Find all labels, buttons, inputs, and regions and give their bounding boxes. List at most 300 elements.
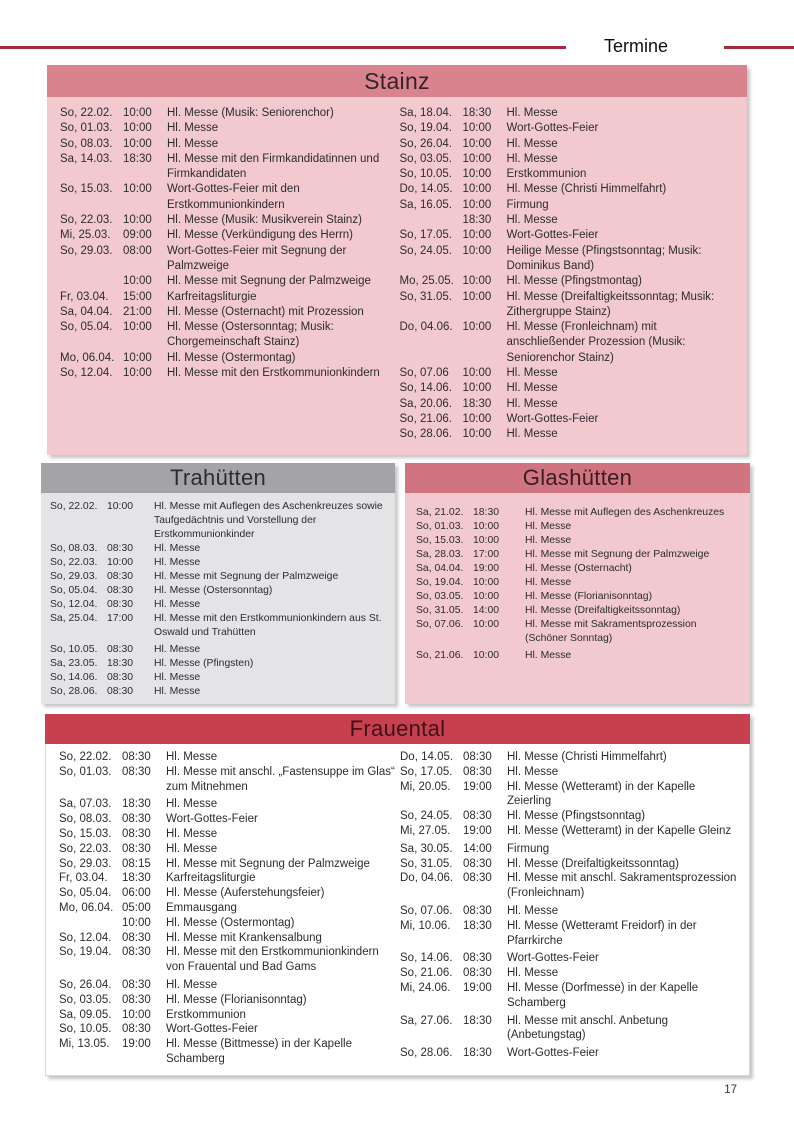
schedule-row	[60, 213, 400, 228]
event-time: 10:00	[473, 619, 500, 630]
schedule-row	[59, 827, 400, 842]
schedule-row	[60, 274, 400, 289]
event-date: So, 31.05.	[400, 857, 453, 870]
schedule-row	[400, 274, 740, 289]
event-time: 08:30	[122, 751, 151, 763]
schedule-row	[400, 106, 740, 121]
event-date: So, 17.05.	[399, 229, 452, 242]
schedule-row	[400, 121, 740, 136]
event-date: So, 21.06.	[416, 650, 464, 661]
event-time: 10:00	[462, 198, 492, 211]
event-date: Sa, 25.04.	[50, 613, 98, 624]
schedule-row	[400, 152, 740, 167]
event-date: So, 22.02.	[60, 107, 113, 119]
event-description: Hl. Messe (Ostersonntag)	[154, 585, 273, 596]
event-description: Hl. Messe	[154, 557, 201, 568]
event-date: So, 19.04.	[416, 577, 464, 588]
event-description: Hl. Messe (Musik: Seniorenchor)	[167, 107, 334, 119]
schedule-row	[59, 993, 400, 1008]
event-description: Erstkommunion	[166, 1008, 246, 1021]
event-date: So, 17.05.	[400, 765, 453, 778]
schedule-row	[400, 857, 741, 872]
event-description: Hl. Messe	[507, 765, 559, 778]
event-time: 08:30	[122, 765, 151, 778]
schedule-row	[59, 931, 400, 946]
event-description: Karfreitagsliturgie	[167, 290, 257, 303]
event-date: So, 15.03.	[416, 535, 464, 546]
event-time: 08:30	[107, 672, 134, 683]
event-date: So, 01.03.	[59, 765, 112, 778]
schedule-row	[50, 657, 389, 671]
event-date: Fr, 03.04.	[59, 872, 108, 885]
schedule-row	[60, 244, 400, 275]
section-stainz-title: Stainz	[47, 65, 747, 97]
event-time: 10:00	[123, 183, 152, 196]
event-description: Hl. Messe	[506, 367, 558, 380]
event-date: So, 14.06.	[400, 952, 453, 965]
schedule-row	[400, 1046, 741, 1061]
event-description: Hl. Messe (Bittmesse) in der Kapelle Schamberg	[166, 1038, 352, 1065]
event-description: Hl. Messe (Fronleichnam) mit anschließender Prozession (Musik: Seniorenchor Stainz)	[506, 321, 686, 364]
event-description: Hl. Messe mit anschl. „Fastensuppe im Glas“ zum Mitnehmen	[166, 765, 395, 793]
schedule-row	[400, 765, 741, 780]
event-description: Hl. Messe	[154, 686, 201, 697]
event-date: So, 24.05.	[400, 810, 453, 823]
header-rule-left	[0, 46, 566, 49]
schedule-row	[50, 685, 389, 699]
event-description: Hl. Messe (Musik: Musikverein Stainz)	[167, 214, 362, 227]
schedule-row	[59, 842, 400, 857]
event-time: 19:00	[473, 563, 500, 574]
section-frauental-body	[45, 744, 750, 1076]
event-time: 08:30	[122, 946, 151, 959]
event-description: Hl. Messe mit Segnung der Palmzweige	[166, 857, 370, 870]
event-description: Hl. Messe	[507, 967, 559, 980]
event-time: 18:30	[473, 507, 500, 518]
event-time: 08:30	[463, 967, 492, 980]
event-time: 10:00	[462, 275, 492, 288]
event-date: So, 07.06.	[416, 619, 464, 630]
event-date: Mi, 25.03.	[60, 229, 111, 242]
event-date: So, 21.06.	[399, 412, 452, 425]
schedule-row	[60, 305, 400, 320]
event-description: Hl. Messe	[506, 397, 558, 410]
schedule-row	[400, 244, 740, 275]
event-description: Hl. Messe (Florianisonntag)	[166, 993, 307, 1006]
schedule-row	[50, 598, 389, 612]
event-description: Hl. Messe	[166, 751, 218, 763]
event-date: Sa, 16.05.	[399, 198, 452, 211]
event-time: 10:00	[123, 122, 152, 135]
schedule-row	[400, 904, 741, 919]
event-time: 10:00	[473, 650, 500, 661]
event-time: 08:30	[107, 644, 134, 655]
schedule-row	[60, 366, 400, 381]
schedule-row	[416, 548, 744, 562]
schedule-row	[400, 182, 740, 197]
event-description: Hl. Messe	[166, 827, 218, 840]
event-time: 14:00	[463, 842, 492, 855]
event-date: Mi, 27.05.	[400, 824, 451, 837]
event-date: So, 28.06.	[400, 1047, 453, 1060]
schedule-row	[50, 584, 389, 598]
event-date: So, 21.06.	[400, 967, 453, 980]
event-description: Hl. Messe (Osternacht) mit Prozession	[167, 305, 364, 318]
schedule-row	[416, 590, 744, 604]
schedule-row	[400, 871, 741, 901]
event-time: 10:00	[462, 122, 492, 135]
event-date: Sa, 30.05.	[400, 842, 453, 855]
event-time: 09:00	[123, 229, 152, 242]
event-description: Hl. Messe	[154, 672, 201, 683]
event-date: So, 01.03.	[60, 122, 113, 135]
stainz-column-right	[400, 106, 740, 447]
event-description: Hl. Messe	[166, 978, 218, 991]
event-date: Sa, 07.03.	[59, 798, 112, 811]
event-time: 17:00	[473, 549, 500, 560]
event-time: 10:00	[123, 275, 152, 288]
event-time: 08:00	[123, 244, 152, 257]
event-date: So, 10.05.	[399, 168, 452, 181]
event-time: 10:00	[462, 428, 492, 441]
event-description: Hl. Messe (Ostersonntag; Musik: Chorgemeinschaft Stainz)	[167, 321, 334, 349]
schedule-row	[400, 366, 740, 381]
schedule-row	[50, 671, 389, 685]
schedule-row	[50, 643, 389, 657]
event-description: Wort-Gottes-Feier	[506, 122, 599, 135]
schedule-row	[60, 320, 400, 351]
event-description: Hl. Messe mit Krankensalbung	[166, 931, 322, 944]
event-description: Hl. Messe mit Segnung der Palmzweige	[525, 549, 710, 560]
event-description: Wort-Gottes-Feier	[507, 1047, 599, 1060]
schedule-row	[59, 901, 400, 916]
event-date: Mo, 06.04.	[59, 901, 114, 914]
schedule-row	[50, 556, 389, 570]
event-time: 10:00	[462, 168, 492, 181]
event-description: Hl. Messe (Christi Himmelfahrt)	[506, 183, 667, 196]
schedule-row	[60, 182, 400, 213]
event-date: Do, 04.06.	[399, 321, 453, 334]
schedule-row	[416, 618, 744, 646]
event-description: Hl. Messe mit den Firmkandidatinnen und Firmkandidaten	[167, 152, 380, 181]
schedule-row	[59, 797, 400, 812]
schedule-row	[59, 916, 400, 931]
event-description: Hl. Messe (Ostermontag)	[167, 351, 296, 364]
event-description: Hl. Messe (Dreifaltigkeitssonntag; Musik: Zithergruppe Stainz)	[506, 290, 715, 318]
page-number: 17	[724, 1084, 737, 1096]
event-time: 10:00	[462, 152, 492, 165]
event-date: So, 12.04.	[60, 367, 113, 380]
event-time: 08:30	[463, 904, 492, 917]
schedule-row	[400, 951, 741, 966]
event-description: Hl. Messe	[166, 842, 218, 855]
schedule-row	[59, 886, 400, 901]
schedule-row	[50, 500, 389, 542]
event-date: Mi, 20.05.	[400, 780, 451, 793]
event-date: So, 08.03.	[50, 543, 98, 554]
event-description: Hl. Messe mit den Erstkommunionkindern von Frauental und Bad Gams	[166, 946, 379, 974]
schedule-row	[59, 750, 400, 765]
event-time: 08:30	[107, 686, 134, 697]
schedule-row	[400, 320, 740, 366]
event-time: 10:00	[462, 244, 492, 257]
event-time: 10:00	[122, 1008, 151, 1021]
event-time: 19:00	[463, 780, 492, 793]
event-date: Mi, 13.05.	[59, 1038, 110, 1051]
event-date: So, 07.06	[399, 367, 449, 380]
schedule-row	[400, 981, 741, 1011]
event-date: So, 14.06.	[399, 382, 452, 395]
event-time: 10:00	[462, 229, 492, 242]
section-glashuetten	[405, 463, 750, 704]
section-glashuetten-title: Glashütten	[405, 463, 750, 493]
schedule-row	[400, 213, 740, 228]
section-frauental	[45, 714, 750, 1076]
event-date: So, 12.04.	[59, 931, 112, 944]
event-date: So, 05.04.	[60, 321, 113, 334]
event-time: 18:30	[462, 214, 492, 227]
event-time: 18:30	[462, 397, 492, 410]
event-date: Sa, 04.04.	[60, 305, 113, 318]
event-description: Hl. Messe mit den Erstkommunionkindern	[167, 367, 380, 380]
schedule-row	[400, 919, 741, 949]
event-time: 10:00	[122, 916, 151, 929]
event-date: Sa, 04.04.	[416, 563, 464, 574]
event-time: 18:30	[122, 798, 151, 811]
event-time: 05:00	[122, 901, 151, 914]
event-time: 08:30	[122, 931, 151, 944]
event-time: 08:30	[463, 952, 492, 965]
event-date: So, 03.05.	[399, 152, 452, 165]
schedule-row	[400, 824, 741, 839]
event-description: Karfreitagsliturgie	[166, 872, 256, 885]
event-date: So, 19.04.	[59, 946, 112, 959]
event-description: Hl. Messe (Ostermontag)	[166, 916, 295, 929]
event-time: 18:30	[463, 1014, 492, 1027]
event-date: So, 10.05.	[59, 1023, 112, 1036]
schedule-row	[416, 562, 744, 576]
schedule-row	[50, 542, 389, 556]
event-time: 10:00	[473, 535, 500, 546]
event-description: Hl. Messe (Wetteramt) in der Kapelle Gleinz	[507, 824, 732, 837]
event-description: Hl. Messe	[525, 650, 572, 661]
event-description: Hl. Messe	[507, 904, 559, 917]
event-description: Hl. Messe mit Segnung der Palmzweige	[154, 571, 339, 582]
event-description: Hl. Messe (Verkündigung des Herrn)	[167, 229, 353, 242]
schedule-row	[60, 106, 400, 121]
event-date: Sa, 20.06.	[399, 397, 452, 410]
event-time: 08:30	[463, 857, 492, 870]
event-date: Sa, 28.03.	[416, 549, 464, 560]
event-time: 08:30	[463, 765, 492, 778]
event-date: So, 08.03.	[60, 137, 113, 150]
page-content	[47, 65, 747, 1076]
event-description: Wort-Gottes-Feier	[507, 952, 599, 965]
event-time: 10:00	[462, 183, 492, 196]
schedule-row	[400, 842, 741, 857]
event-description: Hl. Messe	[154, 644, 201, 655]
schedule-row	[400, 809, 741, 824]
event-date: So, 15.03.	[60, 183, 113, 196]
event-description: Hl. Messe mit anschl. Anbetung (Anbetungstag)	[507, 1014, 669, 1042]
schedule-row	[400, 290, 740, 321]
schedule-row	[400, 1014, 741, 1044]
event-date: So, 26.04.	[59, 978, 112, 991]
schedule-row	[50, 570, 389, 584]
event-description: Hl. Messe (Dreifaltigkeitssonntag)	[525, 605, 681, 616]
event-description: Hl. Messe	[506, 382, 558, 395]
event-date: Mo, 25.05.	[399, 275, 454, 288]
event-time: 14:00	[473, 605, 500, 616]
section-glashuetten-body	[405, 493, 750, 704]
section-trahuetten	[41, 463, 395, 704]
section-trahuetten-body	[41, 493, 395, 704]
schedule-row	[416, 534, 744, 548]
event-date: Sa, 09.05.	[59, 1008, 112, 1021]
schedule-row	[400, 780, 741, 810]
event-description: Hl. Messe	[167, 137, 219, 150]
event-time: 08:30	[122, 813, 151, 826]
event-time: 10:00	[462, 382, 492, 395]
event-description: Wort-Gottes-Feier	[506, 412, 599, 425]
event-date: So, 08.03.	[59, 813, 112, 826]
event-description: Hl. Messe	[154, 599, 201, 610]
event-time: 10:00	[123, 107, 152, 119]
event-time: 08:30	[122, 978, 151, 991]
event-time: 18:30	[462, 107, 492, 119]
event-description: Firmung	[506, 198, 549, 211]
event-description: Hl. Messe (Pfingsten)	[154, 658, 254, 669]
event-date: Sa, 14.03.	[60, 152, 113, 165]
event-date: So, 05.04.	[59, 887, 112, 900]
schedule-row	[60, 152, 400, 183]
event-time: 08:30	[107, 543, 134, 554]
event-time: 08:30	[122, 842, 151, 855]
schedule-row	[400, 137, 740, 152]
event-time: 18:30	[123, 152, 152, 165]
event-time: 10:00	[107, 501, 134, 512]
event-time: 10:00	[473, 577, 500, 588]
event-description: Hl. Messe (Wetteramt Freidorf) in der Pfarrkirche	[507, 919, 697, 947]
middle-sections-row	[41, 463, 750, 704]
event-time: 10:00	[462, 367, 492, 380]
frauental-column-left	[59, 750, 400, 1069]
event-date: So, 03.05.	[59, 993, 112, 1006]
event-date: So, 31.05.	[399, 290, 452, 303]
schedule-row	[59, 1022, 400, 1037]
event-date: Do, 14.05.	[399, 183, 453, 196]
event-date: So, 22.02.	[59, 751, 112, 763]
event-time: 15:00	[123, 290, 152, 303]
schedule-row	[400, 167, 740, 182]
event-time: 10:00	[123, 351, 152, 364]
schedule-row	[400, 397, 740, 412]
section-trahuetten-title: Trahütten	[41, 463, 395, 493]
event-description: Hl. Messe mit Auflegen des Aschenkreuzes	[525, 507, 725, 518]
event-date: So, 29.03.	[59, 857, 112, 870]
event-description: Hl. Messe	[525, 535, 572, 546]
event-description: Hl. Messe (Osternacht)	[525, 563, 632, 574]
event-time: 08:30	[463, 751, 492, 763]
event-date: So, 28.06.	[50, 686, 98, 697]
event-date: Fr, 03.04.	[60, 290, 109, 303]
event-date: Sa, 23.05.	[50, 658, 98, 669]
event-date: Sa, 27.06.	[400, 1014, 453, 1027]
event-description: Hl. Messe (Florianisonntag)	[525, 591, 653, 602]
schedule-row	[59, 945, 400, 975]
event-date: So, 07.06.	[400, 904, 453, 917]
event-description: Hl. Messe (Pfingstsonntag)	[507, 810, 646, 823]
event-time: 17:00	[107, 613, 134, 624]
event-description: Wort-Gottes-Feier	[166, 1023, 258, 1036]
event-date: So, 22.03.	[50, 557, 98, 568]
event-description: Hl. Messe	[506, 214, 558, 227]
event-description: Hl. Messe (Wetteramt) in der Kapelle Zeierling	[507, 780, 696, 808]
header-rule-right	[724, 46, 794, 49]
event-time: 08:30	[463, 872, 492, 885]
event-description: Hl. Messe	[167, 122, 219, 135]
event-description: Hl. Messe (Dreifaltigkeitssonntag)	[507, 857, 679, 870]
schedule-row	[59, 1008, 400, 1023]
schedule-row	[400, 966, 741, 981]
frauental-column-right	[400, 750, 741, 1069]
event-time: 06:00	[122, 887, 151, 900]
section-stainz-body	[47, 97, 747, 455]
event-time: 21:00	[123, 305, 152, 318]
page-kicker: Termine	[604, 36, 669, 56]
event-description: Heilige Messe (Pfingstsonntag; Musik: Dominikus Band)	[506, 244, 702, 272]
schedule-row	[416, 506, 744, 520]
event-description: Wort-Gottes-Feier	[166, 813, 258, 826]
event-time: 10:00	[107, 557, 134, 568]
schedule-row	[59, 978, 400, 993]
event-time: 10:00	[123, 321, 152, 334]
event-date: So, 22.02.	[50, 501, 98, 512]
event-description: Hl. Messe mit Segnung der Palmzweige	[167, 275, 371, 288]
section-frauental-title: Frauental	[45, 714, 750, 744]
schedule-row	[400, 198, 740, 213]
schedule-row	[416, 604, 744, 618]
event-description: Hl. Messe mit Sakramentsprozession (Schöner Sonntag)	[525, 619, 697, 644]
event-date: So, 10.05.	[50, 644, 98, 655]
event-date: Do, 14.05.	[400, 751, 454, 763]
event-date: So, 28.06.	[399, 428, 452, 441]
event-description: Hl. Messe mit anschl. Sakramentsprozession (Fronleichnam)	[507, 872, 737, 900]
event-description: Hl. Messe (Pfingstmontag)	[506, 275, 642, 288]
event-description: Emmausgang	[166, 901, 237, 914]
event-time: 08:30	[463, 810, 492, 823]
schedule-row	[59, 812, 400, 827]
schedule-row	[60, 290, 400, 305]
event-description: Hl. Messe mit den Erstkommunionkindern aus St. Oswald und Trahütten	[154, 613, 382, 638]
event-description: Erstkommunion	[506, 168, 587, 181]
event-description: Hl. Messe	[525, 521, 572, 532]
schedule-row	[400, 412, 740, 427]
event-time: 10:00	[123, 367, 152, 380]
event-time: 08:30	[107, 571, 134, 582]
event-time: 08:30	[122, 827, 151, 840]
event-date: Sa, 18.04.	[399, 107, 452, 119]
event-time: 08:15	[122, 857, 151, 870]
event-description: Hl. Messe	[506, 428, 558, 441]
event-description: Wort-Gottes-Feier mit Segnung der Palmzweige	[167, 244, 347, 272]
event-time: 10:00	[123, 214, 152, 227]
event-date: So, 05.04.	[50, 585, 98, 596]
schedule-row	[400, 427, 740, 442]
event-time: 18:30	[122, 872, 151, 885]
schedule-row	[59, 857, 400, 872]
event-date: So, 01.03.	[416, 521, 464, 532]
